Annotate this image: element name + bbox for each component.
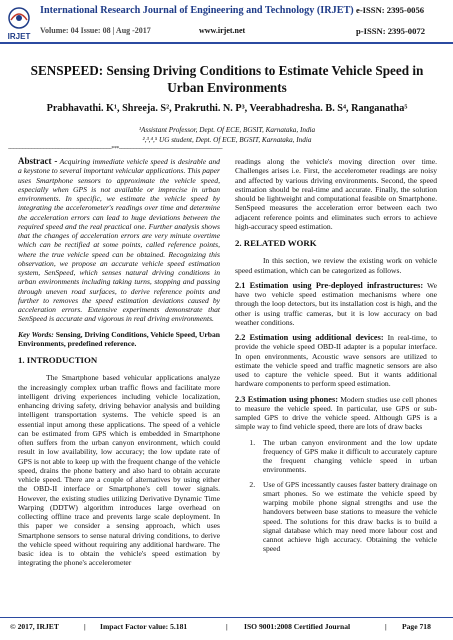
drawbacks-list xyxy=(235,438,437,554)
section-2-2-text: In real-time, to provide the vehicle speed OBD-II adapter is a popular interface. In open environments, Acoustic wave sensors are utilized to estimate the vehicle speed and traffic magnetic sensors are also used to capture the vehicle speed. But it wants additional hardware components to perform speed estimation. xyxy=(235,333,438,389)
paper-title-line1: SENSPEED: Sensing Driving Conditions to Estimate Vehicle Speed in xyxy=(30,63,424,78)
footer-rule xyxy=(0,617,453,618)
intro-heading: 1. INTRODUCTION xyxy=(18,355,98,365)
footer-separator: | xyxy=(84,622,86,631)
list-item: 2. Use of GPS incessantly causes faster battery drainage on smart phones. So we estimate the vehicle speed by warping mobile phone signal strengths and use the handovers between base stations to measure the vehicle speed. The solutions for this draw backs is to build a signal database which may need more labour cost and cannot achieve high accuracy. Obtaining the vehicle speed xyxy=(257,480,437,554)
intro-continuation: readings along the vehicle's moving direction over time. Challenges arises i.e. First, the accelerometer readings are noisy and affected by various driving environments. Second, the speed estimation should be real-time and accurate. Finally, the solution should be lightweight and computational feasible on Smartphone. SenSpeed measures the acceleration error between each two adjacent reference points and eliminates such errors to achieve high-accuracy speed estimation. xyxy=(235,157,437,231)
right-column xyxy=(235,157,437,559)
intro-paragraph: The Smartphone based vehicular applications analyze the increasingly complex urban traffic flows and facilitate more intelligent driving experiences including vehicle localization, enhancing driving safety, driving behavior analysis and building intelligent transportation systems. The vehicle speed is an essential input among these applications. The speed of a vehicle can be estimated from GPS which is embedded in Smartphone often suffers from the urban canyon environment, which could result in low availability, low accuracy; the low update rate of GPS is not able to keep up with the frequent change of the vehicle speed, drains the phone battery and also hard to obtain accurate vehicle speed. There are a couple of alternatives by using either the OBD-II interface or Smartphone's cell tower signals. However, the existing studies utilizing Derivative Dynamic Time Warping (DDTW) algorithm introduces large overhead on collecting offline trace and prevents large scale deployment. In this paper we consider a sensing approach, which uses Smartphone sensors to sense natural driving conditions, to derive the vehicle speed without requiring any additional hardware. The basic idea is to obtain the vehicle's speed estimation by integrating the phone's accelerometer xyxy=(18,373,220,568)
section-2-3-text: Modern studies use cell phones to measure the vehicle speed. In particular, use GPS or sub- sampled GPS to drive the vehicle speed. Although GPS is a simple way to find vehicle speed, there are lots of draw backs xyxy=(235,394,437,432)
p-issn: p-ISSN: 2395-0072 xyxy=(356,26,425,36)
e-issn: e-ISSN: 2395-0056 xyxy=(356,5,425,15)
section-divider: ---------------------------------------------------------------------***--------------------------------------------------------------------- xyxy=(8,146,223,152)
section-2-1 xyxy=(235,281,437,327)
section-2-1-heading: 2.1 Estimation using Pre-deployed infrastructures: xyxy=(235,280,424,290)
section-2-1-text: We have two vehicle speed estimation mechanisms where one through the loop detectors, but its installation cost is high, and the other is using traffic cameras, but it is low accuracy on bad weather conditions. xyxy=(235,280,437,327)
related-work-paragraph: In this section, we review the existing work on vehicle speed estimation, which can be categorized as follows. xyxy=(235,256,437,275)
footer-separator: | xyxy=(385,622,387,631)
related-work-heading: 2. RELATED WORK xyxy=(235,238,317,248)
section-2-2 xyxy=(235,333,437,389)
footer-iso: ISO 9001:2008 Certified Journal xyxy=(244,622,351,631)
abstract-text: Acquiring immediate vehicle speed is desirable and a keystone to several important vehicular applications. This paper uses Smartphone sensors to approximate the vehicle speed, especially when GPS is not available or imprecise in urban environments. In specific, we estimate the vehicle speed by integrating the accelerometer's readings over time and determine the acceleration errors can lead to huge deviations between the required speed and the real practical one. Further analysis shows that the changes of acceleration errors are very minute overtime which can be rectified at some points, called reference points, where the true vehicle speed can be obtained. Recognizing this observation, we propose an accurate vehicle speed estimation system, SenSpeed, which senses natural driving conditions in urban environments including taking turns, stopping and passing through uneven road surfaces, to derive reference points and further to removes the speed estimation deviations caused by acceleration errors. Extensive experiments demonstrate that SenSpeed is accurate and vigorous in real driving environments. xyxy=(18,157,220,324)
footer-separator: | xyxy=(226,622,228,631)
paper-title xyxy=(12,62,442,96)
journal-website: www.irjet.net xyxy=(199,26,246,35)
volume-issue: Volume: 04 Issue: 08 | Aug -2017 xyxy=(40,26,151,35)
header-rule xyxy=(0,42,453,44)
list-item: 1. The urban canyon environment and the low update frequency of GPS make it difficult to accurately capture the frequent changing vehicle speed in urban environments. xyxy=(257,438,437,475)
footer-impact-factor: Impact Factor value: 5.181 xyxy=(100,622,188,631)
keywords-text: Sensing, Driving Conditions, Vehicle Speed, Urban Environments, predefined reference. xyxy=(18,329,220,348)
paper-title-line2: Urban Environments xyxy=(167,80,287,95)
irjet-logo xyxy=(4,6,34,44)
journal-header xyxy=(0,0,453,50)
footer-copyright: © 2017, IRJET xyxy=(10,622,59,631)
left-column xyxy=(18,157,220,574)
journal-title: International Research Journal of Engineering and Technology (IRJET) xyxy=(40,5,354,16)
author-list: Prabhavathi. K¹, Shreeja. S², Prakruthi. N. P³, Veerabhadresha. B. S⁴, Ranganatha⁵ xyxy=(46,103,408,114)
affiliation-1: ¹Assistant Professor, Dept. Of ECE, BGSIT, Karnataka, India xyxy=(138,126,316,134)
keywords-label: Key Words: xyxy=(18,329,54,339)
section-2-3 xyxy=(235,395,437,432)
footer-page-number: Page 718 xyxy=(402,622,431,631)
abstract xyxy=(18,157,220,324)
logo-text: IRJET xyxy=(7,32,31,41)
section-2-2-heading: 2.2 Estimation using additional devices: xyxy=(235,333,384,342)
section-2-3-heading: 2.3 Estimation using phones: xyxy=(235,394,338,404)
keywords xyxy=(18,330,220,349)
abstract-heading: Abstract - xyxy=(18,156,58,166)
affiliation-2: ²,³,⁴,⁵ UG student, Dept. Of ECE, BGSIT, Karnataka, India xyxy=(142,136,312,144)
